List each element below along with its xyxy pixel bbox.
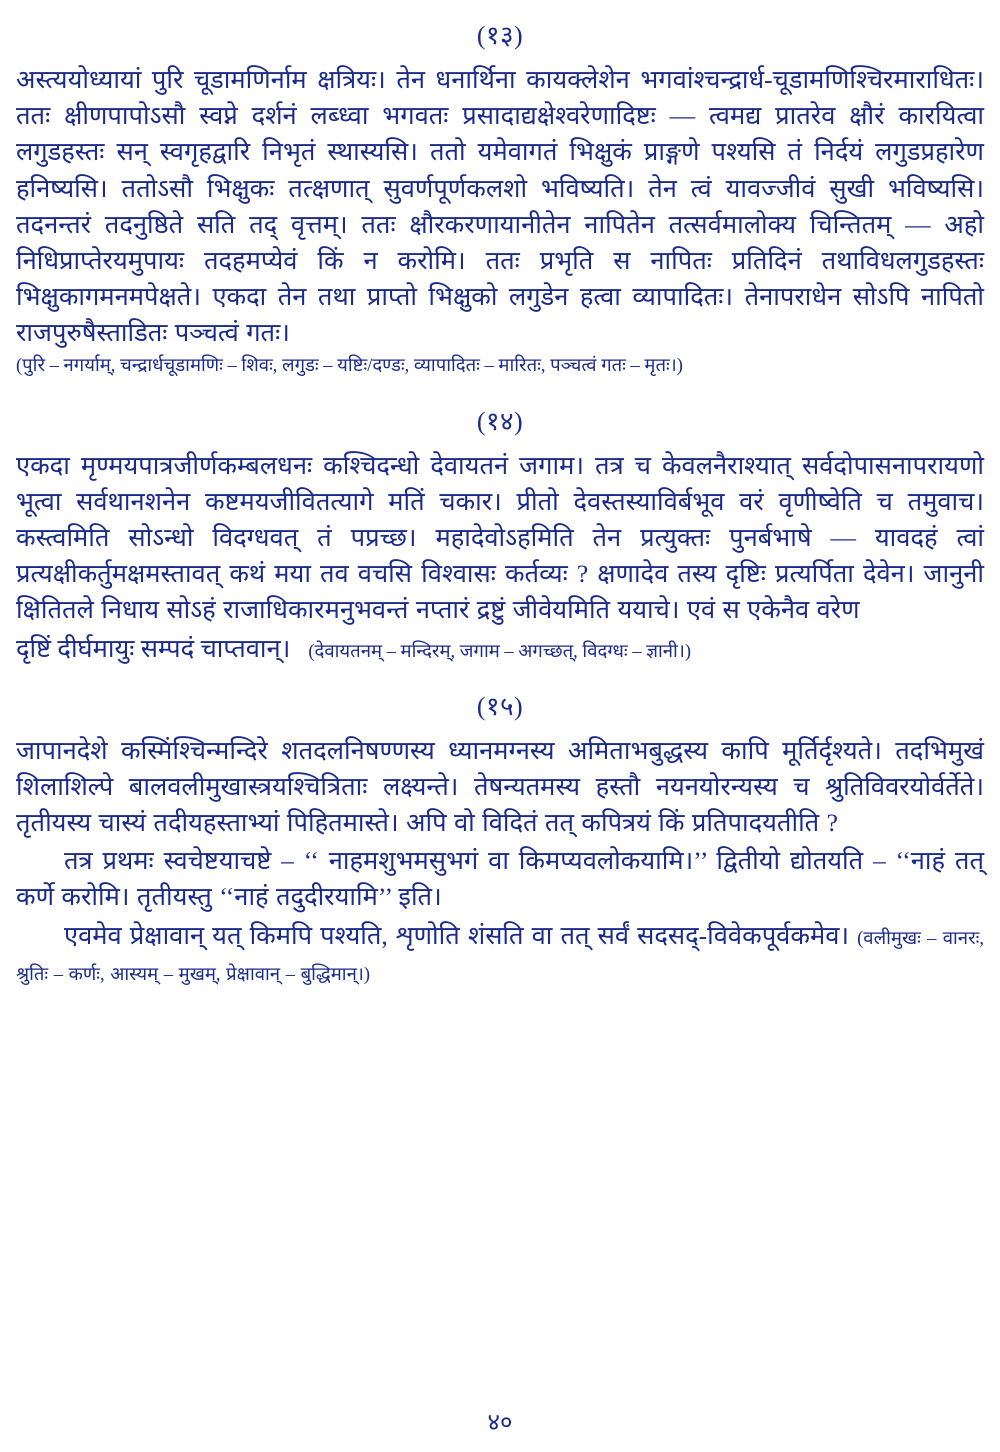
section-number-13: (१३) <box>476 21 524 50</box>
section-15-paragraph-2: तत्र प्रथमः स्वचेष्टयाचष्टे – ‘‘ नाहमशुभमसुभगं वा किमप्यवलोकयामि।’’ द्वितीयो द्योतयति – ‘‘नाहं तत् कर्णे करोमि। तृतीयस्तु ‘‘नाहं तदुदीरयामि’’ इति। <box>16 846 984 912</box>
section-15 <box>16 687 984 990</box>
section-13-body: अस्त्ययोध्यायां पुरि चूडामणिर्नाम क्षत्रियः। तेन धनार्थिना कायक्लेशेन भगवांश्चन्द्रार्ध-चूडामणिश्चिरमाराधितः। ततः क्षीणपापोऽसौ स्वप्ने दर्शनं लब्ध्वा भगवतः प्रसादाद्यक्षेश्वरेणादिष्टः — त्वमद्य प्रातरेव क्षौरं कारयित्वा लगुडहस्तः सन् स्वगृहद्वारि निभृतं स्थास्यसि। ततो यमेवागतं भिक्षुकं प्राङ्गणे पश्यसि तं निर्दयं लगुडप्रहारेण हनिष्यसि। ततोऽसौ भिक्षुकः तत्क्षणात् सुवर्णपूर्णकलशो भविष्यति। तेन त्वं यावज्जीवं सुखी भविष्यसि। तदनन्तरं तदनुष्ठिते सति तद् वृत्तम्। ततः क्षौरकरणायानीतेन नापितेन तत्सर्वमालोक्य चिन्तितम् — अहो निधिप्राप्तेरयमुपायः तदहमप्येवं किं न करोमि। ततः प्रभृति स नापितः प्रतिदिनं तथाविधलगुडहस्तः भिक्षुकागमनमपेक्षते। एकदा तेन तथा प्राप्तो भिक्षुको लगुडेन हत्वा व्यापादितः। तेनापराधेन सोऽपि नापितो राजपुरुषैस्ताडितः पञ्चत्वं गतः। <box>16 65 984 348</box>
section-13 <box>16 16 984 380</box>
section-number-14: (१४) <box>476 406 524 436</box>
section-14-body: एकदा मृण्मयपात्रजीर्णकम्बलधनः कश्चिदन्धो देवायतनं जगाम। तत्र च केवलनैराश्यात् सर्वदोपासनापरायणो भूत्वा सर्वथानशनेन कष्टमयजीवितत्यागे मतिं चकार। प्रीतो देवस्तस्याविर्बभूव वरं वृणीष्वेति च तमुवाच। कस्त्वमिति सोऽन्धो विदग्धवत् तं पप्रच्छ। महादेवोऽहमिति तेन प्रत्युक्तः पुनर्बभाषे — यावदहं त्वां प्रत्यक्षीकर्तुमक्षमस्तावत् कथं मया तव वचसि विश्वासः कर्तव्यः ? क्षणादेव तस्य दृष्टिः प्रत्यर्पिता देवेन। जानुनी क्षितितले निधाय सोऽहं राजाधिकारमनुभवन्तं नप्तारं द्रष्टुं जीवेयमिति ययाचे। एवं स एकेनैव वरेण <box>16 450 984 625</box>
section-15-gloss: (वलीमुखः – वानरः, श्रुतिः – कर्णः, आस्यम् – मुखम्, प्रेक्षावान् – बुद्धिमान्।) <box>16 928 984 985</box>
section-14-last-line-row <box>16 631 984 665</box>
section-15-paragraph-3 <box>16 918 984 990</box>
section-14 <box>16 402 984 665</box>
section-14-last-line: दृष्टिं दीर्घमायुः सम्पदं चाप्तवान्। <box>16 633 291 663</box>
section-15-paragraph-3-text: एवमेव प्रेक्षावान् यत् किमपि पश्यति, शृणोति शंसति वा तत् सर्वं सदसद्-विवेकपूर्वकमेव। <box>64 920 850 950</box>
section-14-gloss: (देवायतनम् – मन्दिरम्, जगाम – अगच्छत्, विदग्धः – ज्ञानी।) <box>308 641 692 662</box>
page-number: ४० <box>487 1410 513 1436</box>
section-15-body: जापानदेशे कस्मिंश्चिन्मन्दिरे शतदलनिषण्णस्य ध्यानमग्नस्य अमिताभबुद्धस्य कापि मूर्तिर्दृश्यते। तदभिमुखं शिलाशिल्पे बालवलीमुखास्त्रयश्चित्रिताः लक्ष्यन्ते। तेषन्यतमस्य हस्तौ नयनयोरन्यस्य च श्रुतिविवरयोर्वर्तेते। तृतीयस्य चास्यं तदीयहस्ताभ्यां पिहितमास्ते। अपि वो विदितं तत् कपित्रयं किं प्रतिपादयतीति ? <box>16 735 984 837</box>
section-13-gloss: (पुरि – नगर्याम्, चन्द्रार्धचूडामणिः – शिवः, लगुडः – यष्टिः/दण्डः, व्यापादितः – मारितः, पञ्चत्वं गतः – मृतः।) <box>16 355 683 376</box>
section-number-15: (१५) <box>476 691 524 721</box>
